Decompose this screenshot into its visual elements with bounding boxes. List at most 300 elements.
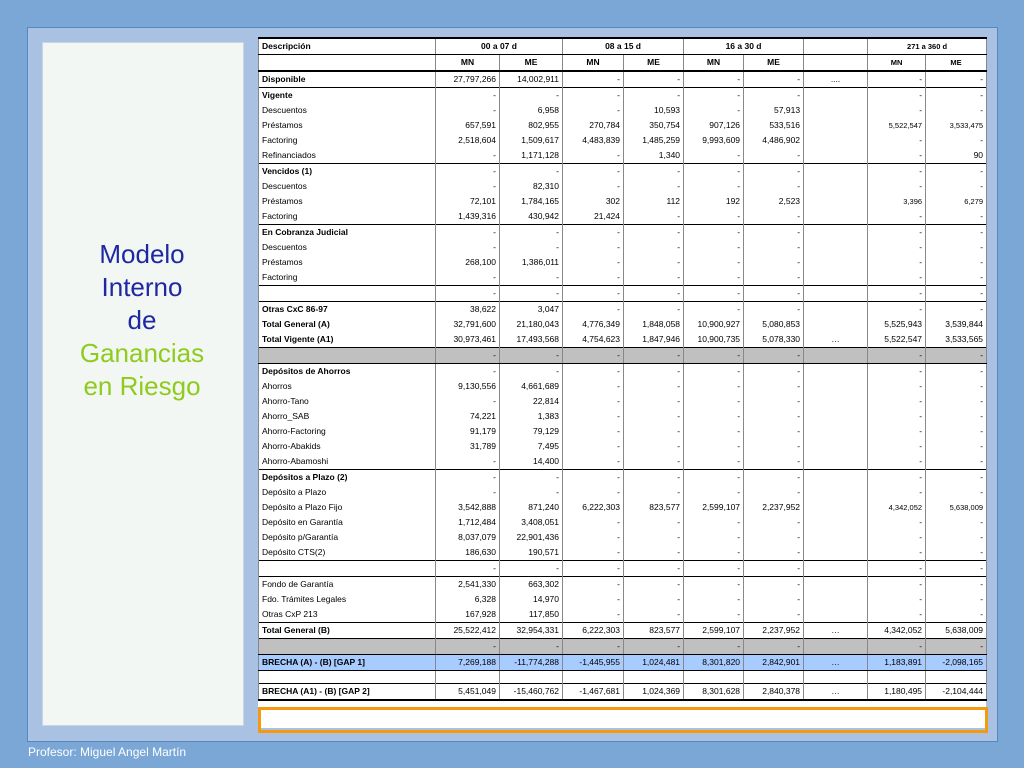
table-cell: 72,101 xyxy=(436,194,500,209)
table-cell xyxy=(804,607,868,623)
table-cell: - xyxy=(868,286,926,302)
table-cell: - xyxy=(436,148,500,164)
table-row xyxy=(259,684,987,701)
table-cell: - xyxy=(926,364,987,380)
table-cell: 1,784,165 xyxy=(500,194,563,209)
table-row xyxy=(259,255,987,270)
row-label: BRECHA (A) - (B) [GAP 1] xyxy=(259,655,436,671)
table-cell: 17,493,568 xyxy=(500,332,563,348)
table-cell: - xyxy=(563,364,624,380)
table-cell: 430,942 xyxy=(500,209,563,225)
table-cell: - xyxy=(744,607,804,623)
table-cell: 4,483,839 xyxy=(563,133,624,148)
table-cell: -15,460,762 xyxy=(500,684,563,701)
table-cell: 533,516 xyxy=(744,118,804,133)
table-cell: - xyxy=(684,225,744,241)
table-cell: -2,098,165 xyxy=(926,655,987,671)
table-cell: 1,183,891 xyxy=(868,655,926,671)
table-cell: - xyxy=(744,470,804,486)
table-cell: - xyxy=(684,240,744,255)
table-cell: - xyxy=(684,71,744,88)
table-cell: - xyxy=(684,530,744,545)
table-cell: - xyxy=(624,394,684,409)
table-cell: - xyxy=(563,148,624,164)
table-cell: - xyxy=(868,439,926,454)
table-cell xyxy=(804,364,868,380)
table-cell xyxy=(804,317,868,332)
row-label: Ahorro-Tano xyxy=(259,394,436,409)
table-cell: - xyxy=(624,348,684,364)
table-cell: - xyxy=(744,592,804,607)
table-cell: 22,901,436 xyxy=(500,530,563,545)
table-cell: 74,221 xyxy=(436,409,500,424)
table-cell: 38,622 xyxy=(436,302,500,318)
row-label: Otras CxP 213 xyxy=(259,607,436,623)
table-cell: - xyxy=(684,364,744,380)
row-label: Ahorro-Factoring xyxy=(259,424,436,439)
table-cell xyxy=(804,302,868,318)
table-cell: - xyxy=(684,424,744,439)
table-cell xyxy=(804,577,868,593)
row-label: Préstamos xyxy=(259,194,436,209)
table-cell xyxy=(804,286,868,302)
row-label: Fdo. Trámites Legales xyxy=(259,592,436,607)
table-cell: 10,593 xyxy=(624,103,684,118)
table-cell: - xyxy=(868,639,926,655)
table-cell xyxy=(804,225,868,241)
table-cell: - xyxy=(926,561,987,577)
row-label: BRECHA (A1) - (B) [GAP 2] xyxy=(259,684,436,701)
table-cell: - xyxy=(684,103,744,118)
table-cell: - xyxy=(744,240,804,255)
table-cell xyxy=(804,470,868,486)
table-cell: 2,523 xyxy=(744,194,804,209)
table-cell: - xyxy=(563,561,624,577)
table-row xyxy=(259,639,987,655)
table-cell: 2,599,107 xyxy=(684,623,744,639)
table-cell: - xyxy=(744,209,804,225)
header-me-1: ME xyxy=(500,55,563,72)
table-cell: 8,301,628 xyxy=(684,684,744,701)
table-cell: 1,171,128 xyxy=(500,148,563,164)
table-cell: 2,842,901 xyxy=(744,655,804,671)
table-cell: - xyxy=(563,409,624,424)
table-cell: - xyxy=(684,577,744,593)
table-cell xyxy=(744,671,804,684)
table-cell: 268,100 xyxy=(436,255,500,270)
header-me-4: ME xyxy=(926,55,987,72)
table-cell: - xyxy=(744,379,804,394)
table-cell: - xyxy=(868,394,926,409)
table-cell: 14,400 xyxy=(500,454,563,470)
table-cell: - xyxy=(926,240,987,255)
table-cell xyxy=(804,209,868,225)
table-cell: 190,571 xyxy=(500,545,563,561)
table-cell: - xyxy=(684,302,744,318)
table-cell: 3,542,888 xyxy=(436,500,500,515)
table-cell: - xyxy=(624,225,684,241)
table-row xyxy=(259,317,987,332)
table-row xyxy=(259,148,987,164)
table-cell: - xyxy=(563,592,624,607)
table-cell: - xyxy=(926,71,987,88)
table-row xyxy=(259,270,987,286)
table-cell: 6,328 xyxy=(436,592,500,607)
table-cell: - xyxy=(684,164,744,180)
table-cell: 9,993,609 xyxy=(684,133,744,148)
table-cell: - xyxy=(563,439,624,454)
table-cell: - xyxy=(744,515,804,530)
table-cell: - xyxy=(624,255,684,270)
table-cell: - xyxy=(926,530,987,545)
table-cell: - xyxy=(684,409,744,424)
header-mn-4: MN xyxy=(868,55,926,72)
table-cell: 7,495 xyxy=(500,439,563,454)
table-cell: - xyxy=(563,530,624,545)
table-cell xyxy=(624,671,684,684)
header-me-3: ME xyxy=(744,55,804,72)
row-label: Descuentos xyxy=(259,179,436,194)
table-cell: - xyxy=(563,225,624,241)
table-cell: - xyxy=(436,286,500,302)
header-mn-1: MN xyxy=(436,55,500,72)
title-line-3: de xyxy=(127,305,157,335)
row-label: Descuentos xyxy=(259,103,436,118)
table-cell: - xyxy=(563,164,624,180)
table-cell: 5,078,330 xyxy=(744,332,804,348)
table-cell xyxy=(804,348,868,364)
table-row xyxy=(259,623,987,639)
table-cell: - xyxy=(624,240,684,255)
table-cell: - xyxy=(436,179,500,194)
table-cell: - xyxy=(744,364,804,380)
table-cell: - xyxy=(744,454,804,470)
table-cell: - xyxy=(563,639,624,655)
table-cell: 823,577 xyxy=(624,500,684,515)
table-cell: - xyxy=(744,71,804,88)
table-cell: - xyxy=(868,485,926,500)
table-cell: - xyxy=(744,424,804,439)
table-cell: - xyxy=(436,561,500,577)
table-cell: - xyxy=(624,164,684,180)
table-cell: - xyxy=(563,515,624,530)
table-cell: 32,791,600 xyxy=(436,317,500,332)
row-label: Depósito a Plazo xyxy=(259,485,436,500)
row-label: Depósitos de Ahorros xyxy=(259,364,436,380)
table-cell: 4,486,902 xyxy=(744,133,804,148)
table-row xyxy=(259,194,987,209)
table-cell: - xyxy=(926,103,987,118)
table-cell: - xyxy=(868,88,926,104)
table-cell: 823,577 xyxy=(624,623,684,639)
table-cell: - xyxy=(868,164,926,180)
table-cell: - xyxy=(500,348,563,364)
table-cell: - xyxy=(684,470,744,486)
title-line-1: Modelo xyxy=(99,239,185,269)
table-cell: - xyxy=(868,379,926,394)
table-cell xyxy=(804,240,868,255)
table-cell: 2,541,330 xyxy=(436,577,500,593)
table-row xyxy=(259,577,987,593)
table-cell: - xyxy=(563,103,624,118)
table-cell: - xyxy=(926,286,987,302)
table-cell: - xyxy=(868,71,926,88)
table-cell: - xyxy=(684,394,744,409)
table-cell: 79,129 xyxy=(500,424,563,439)
table-cell: 663,302 xyxy=(500,577,563,593)
table-cell: 1,180,495 xyxy=(868,684,926,701)
row-label: En Cobranza Judicial xyxy=(259,225,436,241)
table-cell xyxy=(804,133,868,148)
table-cell: 6,222,303 xyxy=(563,623,624,639)
table-cell: - xyxy=(744,577,804,593)
table-cell: 907,126 xyxy=(684,118,744,133)
table-cell: - xyxy=(868,545,926,561)
row-label: Depósito CTS(2) xyxy=(259,545,436,561)
table-cell: - xyxy=(436,485,500,500)
table-cell: 5,522,547 xyxy=(868,332,926,348)
table-cell: 1,340 xyxy=(624,148,684,164)
table-cell: - xyxy=(684,270,744,286)
table-cell: 302 xyxy=(563,194,624,209)
table-cell: 3,533,565 xyxy=(926,332,987,348)
table-cell: - xyxy=(868,409,926,424)
table-cell: .... xyxy=(804,71,868,88)
table-cell: 10,900,927 xyxy=(684,317,744,332)
header-row-currency xyxy=(259,55,987,72)
table-cell xyxy=(804,592,868,607)
table-cell: - xyxy=(868,270,926,286)
table-cell: 6,279 xyxy=(926,194,987,209)
table-cell: - xyxy=(684,286,744,302)
header-group-16-30: 16 a 30 d xyxy=(684,38,804,55)
table-cell: - xyxy=(436,470,500,486)
table-cell: 1,024,481 xyxy=(624,655,684,671)
table-cell: - xyxy=(868,561,926,577)
table-cell: 91,179 xyxy=(436,424,500,439)
row-label xyxy=(259,348,436,364)
table-cell: - xyxy=(926,348,987,364)
table-row xyxy=(259,286,987,302)
row-label: Depósito en Garantía xyxy=(259,515,436,530)
table-cell: - xyxy=(563,545,624,561)
table-cell: 5,080,853 xyxy=(744,317,804,332)
table-cell: - xyxy=(624,639,684,655)
table-cell: - xyxy=(436,225,500,241)
table-row xyxy=(259,118,987,133)
table-cell: 350,754 xyxy=(624,118,684,133)
table-row xyxy=(259,332,987,348)
table-cell: - xyxy=(563,394,624,409)
row-label xyxy=(259,286,436,302)
table-cell: - xyxy=(563,454,624,470)
row-label xyxy=(259,671,436,684)
table-cell: 21,424 xyxy=(563,209,624,225)
table-cell: - xyxy=(500,485,563,500)
table-cell xyxy=(804,118,868,133)
table-cell: 7,269,188 xyxy=(436,655,500,671)
table-row xyxy=(259,500,987,515)
table-cell: - xyxy=(684,255,744,270)
title-line-4: Ganancias xyxy=(79,338,205,368)
row-label: Total General (B) xyxy=(259,623,436,639)
table-cell: - xyxy=(926,379,987,394)
table-row xyxy=(259,515,987,530)
table-cell: 1,439,316 xyxy=(436,209,500,225)
table-cell: - xyxy=(624,454,684,470)
table-row xyxy=(259,133,987,148)
table-cell: - xyxy=(744,255,804,270)
table-cell: - xyxy=(926,88,987,104)
row-label: Ahorros xyxy=(259,379,436,394)
row-label xyxy=(259,639,436,655)
table-cell: 6,958 xyxy=(500,103,563,118)
table-row xyxy=(259,302,987,318)
table-cell: - xyxy=(624,439,684,454)
table-cell: - xyxy=(868,348,926,364)
table-cell: - xyxy=(684,179,744,194)
table-cell: 2,599,107 xyxy=(684,500,744,515)
table-cell xyxy=(804,103,868,118)
table-cell: - xyxy=(744,88,804,104)
table-cell xyxy=(804,639,868,655)
table-cell: - xyxy=(926,515,987,530)
table-cell: - xyxy=(868,209,926,225)
table-cell: … xyxy=(804,332,868,348)
table-cell: - xyxy=(563,255,624,270)
table-cell: 1,024,369 xyxy=(624,684,684,701)
table-cell xyxy=(804,424,868,439)
table-cell: … xyxy=(804,623,868,639)
table-cell: 871,240 xyxy=(500,500,563,515)
row-label: Vencidos (1) xyxy=(259,164,436,180)
table-cell: - xyxy=(868,179,926,194)
table-cell: - xyxy=(868,470,926,486)
table-cell: -1,467,681 xyxy=(563,684,624,701)
table-cell: - xyxy=(684,607,744,623)
header-me-2: ME xyxy=(624,55,684,72)
table-cell: 270,784 xyxy=(563,118,624,133)
table-cell: 3,396 xyxy=(868,194,926,209)
table-row xyxy=(259,439,987,454)
table-cell: - xyxy=(926,545,987,561)
table-cell: - xyxy=(744,302,804,318)
table-cell: - xyxy=(926,302,987,318)
table-cell: - xyxy=(624,302,684,318)
table-cell: 5,525,943 xyxy=(868,317,926,332)
table-row xyxy=(259,671,987,684)
row-label: Depósito p/Garantía xyxy=(259,530,436,545)
table-cell: - xyxy=(436,103,500,118)
table-cell: - xyxy=(624,379,684,394)
table-cell: 4,342,052 xyxy=(868,623,926,639)
table-cell: - xyxy=(684,639,744,655)
table-row xyxy=(259,394,987,409)
table-cell xyxy=(804,394,868,409)
table-cell: - xyxy=(500,240,563,255)
table-cell: 1,847,946 xyxy=(624,332,684,348)
table-cell: - xyxy=(684,439,744,454)
row-label xyxy=(259,561,436,577)
table-cell: … xyxy=(804,684,868,701)
header-group-0-7: 00 a 07 d xyxy=(436,38,563,55)
table-cell: 1,712,484 xyxy=(436,515,500,530)
footer-author: Profesor: Miguel Angel Martín xyxy=(28,745,187,759)
table-cell: - xyxy=(500,470,563,486)
table-cell: - xyxy=(500,164,563,180)
table-cell: - xyxy=(436,270,500,286)
table-cell xyxy=(500,671,563,684)
table-cell: - xyxy=(436,88,500,104)
table-cell: - xyxy=(868,364,926,380)
table-cell: - xyxy=(744,270,804,286)
table-cell xyxy=(926,671,987,684)
table-cell: - xyxy=(436,164,500,180)
table-cell: - xyxy=(624,209,684,225)
table-cell xyxy=(804,530,868,545)
table-cell: 82,310 xyxy=(500,179,563,194)
row-label: Total Vigente (A1) xyxy=(259,332,436,348)
table-cell: - xyxy=(926,592,987,607)
table-cell: - xyxy=(500,270,563,286)
table-cell: - xyxy=(624,364,684,380)
table-cell: - xyxy=(744,286,804,302)
table-cell: - xyxy=(500,225,563,241)
table-cell: - xyxy=(868,148,926,164)
table-cell: - xyxy=(684,485,744,500)
table-cell xyxy=(804,485,868,500)
table-row xyxy=(259,209,987,225)
table-cell: 2,237,952 xyxy=(744,500,804,515)
table-cell: - xyxy=(868,240,926,255)
table-cell: - xyxy=(563,379,624,394)
table-cell: 10,900,735 xyxy=(684,332,744,348)
gap-table xyxy=(258,37,987,701)
table-cell: - xyxy=(563,270,624,286)
table-cell: - xyxy=(500,88,563,104)
table-cell: - xyxy=(926,179,987,194)
table-cell: - xyxy=(926,439,987,454)
header-mn-3: MN xyxy=(684,55,744,72)
table-cell xyxy=(804,179,868,194)
table-cell: - xyxy=(624,409,684,424)
table-cell xyxy=(804,561,868,577)
table-cell: - xyxy=(868,607,926,623)
table-cell: … xyxy=(804,655,868,671)
table-cell xyxy=(804,545,868,561)
table-cell: 2,518,604 xyxy=(436,133,500,148)
table-cell: - xyxy=(624,530,684,545)
table-cell: - xyxy=(436,364,500,380)
table-cell: 2,840,378 xyxy=(744,684,804,701)
gap-table-area xyxy=(258,37,986,728)
table-cell: 5,638,009 xyxy=(926,623,987,639)
table-cell: 657,591 xyxy=(436,118,500,133)
table-cell: - xyxy=(684,209,744,225)
table-cell: - xyxy=(926,164,987,180)
table-cell: - xyxy=(926,470,987,486)
table-cell: - xyxy=(563,71,624,88)
table-cell: 30,973,461 xyxy=(436,332,500,348)
table-cell: 192 xyxy=(684,194,744,209)
table-cell xyxy=(804,255,868,270)
table-row xyxy=(259,592,987,607)
table-row xyxy=(259,454,987,470)
table-cell xyxy=(804,379,868,394)
table-cell: - xyxy=(926,209,987,225)
table-cell xyxy=(804,439,868,454)
table-cell xyxy=(804,671,868,684)
